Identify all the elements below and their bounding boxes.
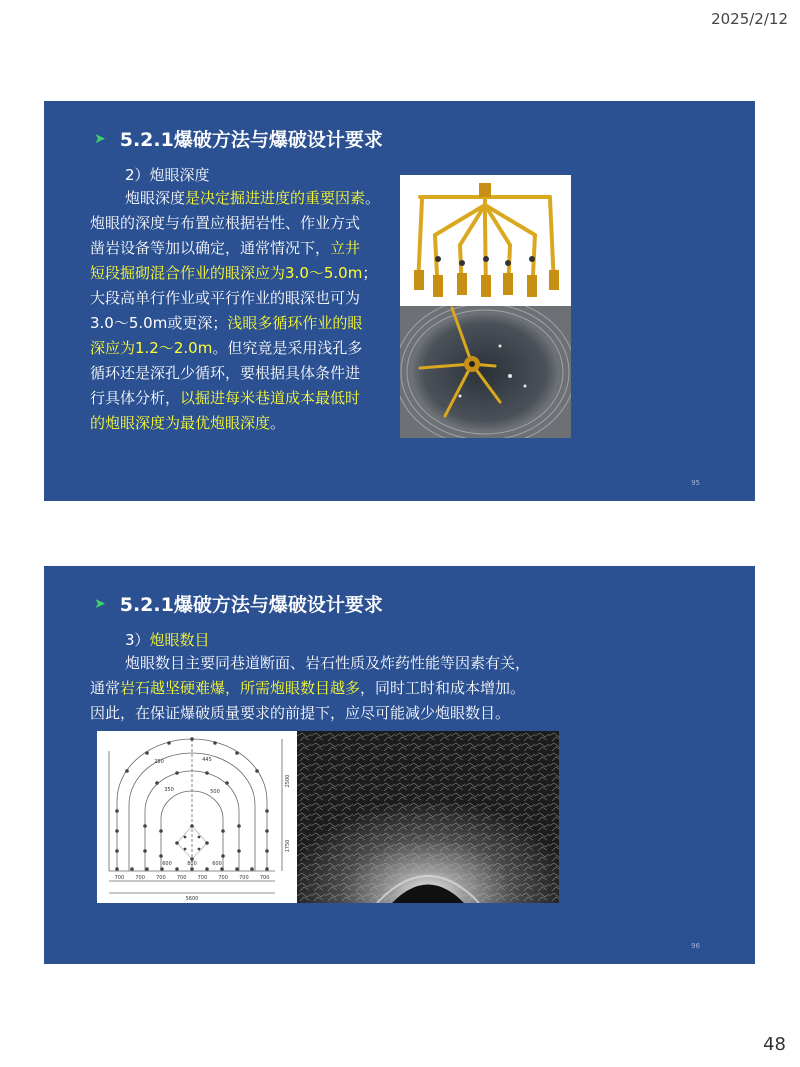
shaft-drilling-photo [400,306,571,438]
text-segment: 。 [365,189,381,207]
arrow-bullet-icon: ➤ [94,595,106,612]
text-line [90,386,402,411]
text-segment: 3.0～5.0m或更深； [90,314,228,332]
bottom-dimension-label: 700 [197,875,208,881]
text-segment: 大段高单行作业或平行作业的眼深也可为 [90,289,361,307]
subheading-prefix: 3） [125,631,150,649]
page-number: 48 [763,1034,786,1055]
text-segment: 。 [270,414,286,432]
height-dimension-label: 1750 [285,839,291,853]
text-segment: 行具体分析， [90,389,181,407]
arc-dimension-label: 445 [202,757,212,763]
page-date: 2025/2/12 [711,10,788,28]
bottom-dimension-label: 700 [259,875,270,881]
arrow-bullet-icon: ➤ [94,130,106,147]
subheading-highlight: 炮眼数目 [149,631,210,649]
blast-hole-layout-diagram [97,731,297,903]
bottom-dimension-label: 700 [156,875,166,881]
subheading: 2）炮眼深度 [125,166,210,184]
text-line [90,211,402,236]
text-line [90,336,402,361]
text-segment: 。但究竟是采用浅孔多 [212,339,363,357]
slide-95 [44,101,755,501]
text-line [90,261,402,286]
text-line [90,186,402,211]
bottom-dimension-label: 700 [114,875,125,881]
text-segment: 循环还是深孔少循环，要根据具体条件进 [90,364,361,382]
text-segment: ，同时工时和成本增加。 [360,679,526,697]
text-line [90,311,402,336]
text-segment: ； [362,264,378,282]
text-line [90,676,610,701]
height-dimension-label: 2500 [285,774,291,788]
slide-body-text [90,186,402,436]
inner-dimension-label: 800 [187,861,197,867]
slide-number: 96 [691,942,700,950]
text-line [90,286,402,311]
text-line [90,411,402,436]
slide-title [94,590,383,617]
slide-96 [44,566,755,964]
highlighted-text: 是决定掘进进度的重要因素 [185,189,366,207]
text-line [90,236,402,261]
text-segment: 炮眼的深度与布置应根据岩性、作业方式 [90,214,361,232]
highlighted-text: 岩石越坚硬难爆，所需炮眼数目越多 [120,679,361,697]
drill-jumbo-photo [400,175,571,306]
bottom-dimension-label: 700 [135,875,145,881]
bottom-dimension-label: 700 [176,875,187,881]
text-line [90,361,402,386]
text-segment: 凿岩设备等加以确定，通常情况下， [90,239,331,257]
slide-body-text [90,651,610,726]
subheading [125,629,210,650]
arc-dimension-label: 500 [210,789,220,795]
slide-title-text: 5.2.1爆破方法与爆破设计要求 [119,129,383,151]
highlighted-text: 以掘进每米巷道成本最低时 [180,389,361,407]
slide-number: 95 [691,479,700,487]
bottom-dimension-label: 700 [218,875,228,881]
text-segment: 因此，在保证爆破质量要求的前提下，应尽可能减少炮眼数目。 [90,704,511,722]
inner-dimension-label: 600 [162,861,172,867]
bottom-dimension-label: 700 [239,875,249,881]
tunnel-blast-result-photo [297,731,559,903]
inner-dimension-label: 600 [212,861,222,867]
arc-dimension-label: 250 [154,759,164,765]
highlighted-text: 的炮眼深度为最优炮眼深度 [90,414,271,432]
slide-title-text: 5.2.1爆破方法与爆破设计要求 [119,594,383,616]
text-segment: 炮眼数目主要同巷道断面、岩石性质及炸药性能等因素有关， [125,654,531,672]
highlighted-text: 短段掘砌混合作业的眼深应为3.0～5.0m [90,264,363,282]
text-segment: 通常 [90,679,121,697]
highlighted-text: 浅眼多循环作业的眼 [227,314,363,332]
highlighted-text: 立井 [330,239,361,257]
text-line [90,701,610,726]
highlighted-text: 深应为1.2～2.0m [90,339,213,357]
slide-title [94,125,383,152]
total-width-label: 5600 [185,896,199,902]
text-segment: 炮眼深度 [125,189,186,207]
text-line [90,651,610,676]
arc-dimension-label: 350 [164,787,174,793]
